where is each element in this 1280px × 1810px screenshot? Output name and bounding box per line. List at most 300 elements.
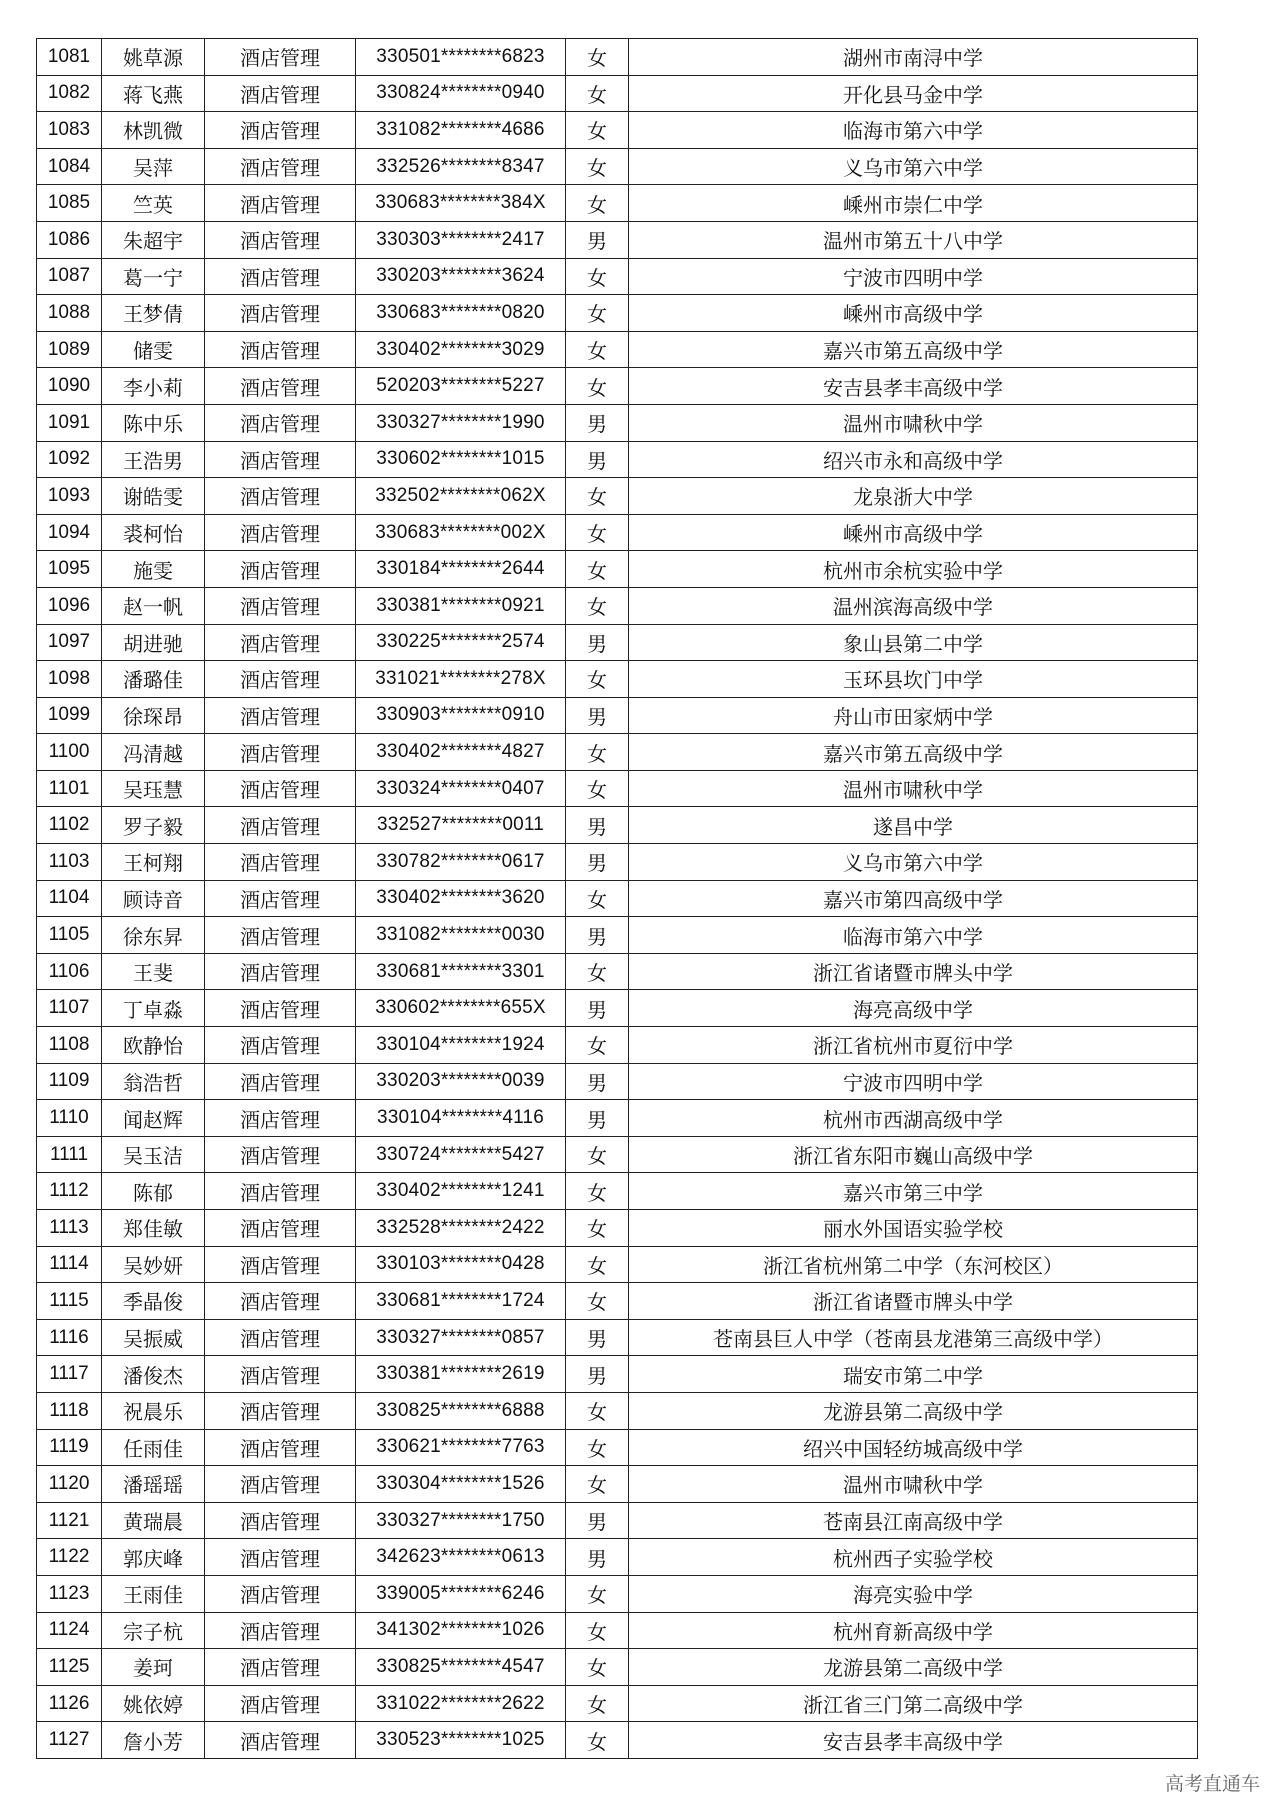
school-name-cell: 浙江省诸暨市牌头中学 (629, 1283, 1198, 1320)
gender-cell: 男 (566, 1356, 629, 1393)
major-cell: 酒店管理 (205, 258, 356, 295)
row-number-cell: 1115 (37, 1283, 102, 1320)
table-row (37, 807, 1198, 844)
student-name-cell: 潘瑶瑶 (102, 1466, 205, 1503)
table-row (37, 1685, 1198, 1722)
school-name-cell: 义乌市第六中学 (629, 148, 1198, 185)
school-name-cell: 绍兴市永和高级中学 (629, 441, 1198, 478)
major-cell: 酒店管理 (205, 1027, 356, 1064)
major-cell: 酒店管理 (205, 1575, 356, 1612)
table-row (37, 587, 1198, 624)
id-number-cell: 330621********7763 (356, 1429, 566, 1466)
major-cell: 酒店管理 (205, 953, 356, 990)
major-cell: 酒店管理 (205, 295, 356, 332)
student-name-cell: 翁浩哲 (102, 1063, 205, 1100)
row-number-cell: 1099 (37, 697, 102, 734)
table-row (37, 697, 1198, 734)
major-cell: 酒店管理 (205, 1319, 356, 1356)
table-row (37, 221, 1198, 258)
id-number-cell: 330402********1241 (356, 1173, 566, 1210)
school-name-cell: 临海市第六中学 (629, 112, 1198, 149)
row-number-cell: 1118 (37, 1392, 102, 1429)
school-name-cell: 温州市啸秋中学 (629, 404, 1198, 441)
row-number-cell: 1119 (37, 1429, 102, 1466)
gender-cell: 女 (566, 1210, 629, 1247)
row-number-cell: 1100 (37, 734, 102, 771)
gender-cell: 女 (566, 770, 629, 807)
gender-cell: 女 (566, 1685, 629, 1722)
student-name-cell: 裘柯怡 (102, 514, 205, 551)
row-number-cell: 1106 (37, 953, 102, 990)
student-name-cell: 任雨佳 (102, 1429, 205, 1466)
watermark-text: 高考直通车 (1164, 1773, 1260, 1795)
table-row (37, 1356, 1198, 1393)
major-cell: 酒店管理 (205, 185, 356, 222)
school-name-cell: 龙泉浙大中学 (629, 478, 1198, 515)
major-cell: 酒店管理 (205, 331, 356, 368)
id-number-cell: 520203********5227 (356, 368, 566, 405)
major-cell: 酒店管理 (205, 1136, 356, 1173)
table-row (37, 1136, 1198, 1173)
id-number-cell: 330327********0857 (356, 1319, 566, 1356)
school-name-cell: 安吉县孝丰高级中学 (629, 1722, 1198, 1759)
row-number-cell: 1086 (37, 221, 102, 258)
school-name-cell: 宁波市四明中学 (629, 258, 1198, 295)
table-row (37, 1575, 1198, 1612)
table-row (37, 1392, 1198, 1429)
gender-cell: 女 (566, 1173, 629, 1210)
row-number-cell: 1101 (37, 770, 102, 807)
gender-cell: 女 (566, 880, 629, 917)
row-number-cell: 1083 (37, 112, 102, 149)
school-name-cell: 丽水外国语实验学校 (629, 1210, 1198, 1247)
school-name-cell: 安吉县孝丰高级中学 (629, 368, 1198, 405)
row-number-cell: 1090 (37, 368, 102, 405)
student-name-cell: 王雨佳 (102, 1575, 205, 1612)
major-cell: 酒店管理 (205, 917, 356, 954)
row-number-cell: 1109 (37, 1063, 102, 1100)
gender-cell: 女 (566, 258, 629, 295)
major-cell: 酒店管理 (205, 1173, 356, 1210)
id-number-cell: 330681********3301 (356, 953, 566, 990)
major-cell: 酒店管理 (205, 587, 356, 624)
id-number-cell: 330304********1526 (356, 1466, 566, 1503)
table-body (37, 39, 1198, 1759)
student-name-cell: 徐琛昂 (102, 697, 205, 734)
row-number-cell: 1112 (37, 1173, 102, 1210)
school-name-cell: 温州市啸秋中学 (629, 1466, 1198, 1503)
table-row (37, 1429, 1198, 1466)
school-name-cell: 义乌市第六中学 (629, 844, 1198, 881)
gender-cell: 男 (566, 1319, 629, 1356)
gender-cell: 女 (566, 1649, 629, 1686)
school-name-cell: 苍南县巨人中学（苍南县龙港第三高级中学） (629, 1319, 1198, 1356)
gender-cell: 女 (566, 587, 629, 624)
table-row (37, 1100, 1198, 1137)
school-name-cell: 杭州市西湖高级中学 (629, 1100, 1198, 1137)
table-row (37, 734, 1198, 771)
gender-cell: 女 (566, 1575, 629, 1612)
table-row (37, 478, 1198, 515)
school-name-cell: 龙游县第二高级中学 (629, 1392, 1198, 1429)
major-cell: 酒店管理 (205, 75, 356, 112)
school-name-cell: 嘉兴市第五高级中学 (629, 734, 1198, 771)
id-number-cell: 331082********4686 (356, 112, 566, 149)
table-row (37, 295, 1198, 332)
id-number-cell: 330327********1990 (356, 404, 566, 441)
admission-list-sheet (36, 38, 1198, 1759)
row-number-cell: 1087 (37, 258, 102, 295)
student-name-cell: 赵一帆 (102, 587, 205, 624)
student-name-cell: 王浩男 (102, 441, 205, 478)
major-cell: 酒店管理 (205, 807, 356, 844)
id-number-cell: 330724********5427 (356, 1136, 566, 1173)
student-name-cell: 吴振威 (102, 1319, 205, 1356)
gender-cell: 男 (566, 917, 629, 954)
major-cell: 酒店管理 (205, 1466, 356, 1503)
major-cell: 酒店管理 (205, 221, 356, 258)
gender-cell: 男 (566, 1100, 629, 1137)
school-name-cell: 温州市第五十八中学 (629, 221, 1198, 258)
student-name-cell: 吴萍 (102, 148, 205, 185)
id-number-cell: 332502********062X (356, 478, 566, 515)
student-name-cell: 李小莉 (102, 368, 205, 405)
gender-cell: 女 (566, 1283, 629, 1320)
id-number-cell: 342623********0613 (356, 1539, 566, 1576)
table-row (37, 1283, 1198, 1320)
student-name-cell: 蒋飞燕 (102, 75, 205, 112)
id-number-cell: 332526********8347 (356, 148, 566, 185)
table-row (37, 368, 1198, 405)
row-number-cell: 1123 (37, 1575, 102, 1612)
id-number-cell: 330402********3620 (356, 880, 566, 917)
student-name-cell: 顾诗音 (102, 880, 205, 917)
gender-cell: 男 (566, 221, 629, 258)
gender-cell: 女 (566, 1722, 629, 1759)
table-row (37, 514, 1198, 551)
gender-cell: 女 (566, 1466, 629, 1503)
major-cell: 酒店管理 (205, 1100, 356, 1137)
student-name-cell: 王梦倩 (102, 295, 205, 332)
row-number-cell: 1113 (37, 1210, 102, 1247)
student-name-cell: 姚草源 (102, 39, 205, 76)
id-number-cell: 330381********0921 (356, 587, 566, 624)
table-row (37, 1722, 1198, 1759)
student-name-cell: 吴妙妍 (102, 1246, 205, 1283)
id-number-cell: 330104********4116 (356, 1100, 566, 1137)
student-name-cell: 胡进驰 (102, 624, 205, 661)
major-cell: 酒店管理 (205, 1063, 356, 1100)
school-name-cell: 杭州育新高级中学 (629, 1612, 1198, 1649)
id-number-cell: 330104********1924 (356, 1027, 566, 1064)
student-name-cell: 冯清越 (102, 734, 205, 771)
row-number-cell: 1111 (37, 1136, 102, 1173)
row-number-cell: 1091 (37, 404, 102, 441)
id-number-cell: 330782********0617 (356, 844, 566, 881)
student-name-cell: 王柯翔 (102, 844, 205, 881)
student-name-cell: 潘璐佳 (102, 661, 205, 698)
school-name-cell: 浙江省三门第二高级中学 (629, 1685, 1198, 1722)
school-name-cell: 遂昌中学 (629, 807, 1198, 844)
id-number-cell: 330825********4547 (356, 1649, 566, 1686)
table-row (37, 1246, 1198, 1283)
id-number-cell: 330103********0428 (356, 1246, 566, 1283)
row-number-cell: 1121 (37, 1502, 102, 1539)
id-number-cell: 330825********6888 (356, 1392, 566, 1429)
major-cell: 酒店管理 (205, 1539, 356, 1576)
major-cell: 酒店管理 (205, 551, 356, 588)
school-name-cell: 龙游县第二高级中学 (629, 1649, 1198, 1686)
gender-cell: 女 (566, 331, 629, 368)
row-number-cell: 1089 (37, 331, 102, 368)
gender-cell: 男 (566, 1063, 629, 1100)
row-number-cell: 1104 (37, 880, 102, 917)
student-name-cell: 姜珂 (102, 1649, 205, 1686)
row-number-cell: 1124 (37, 1612, 102, 1649)
gender-cell: 女 (566, 1612, 629, 1649)
table-row (37, 1466, 1198, 1503)
student-name-cell: 吴珏慧 (102, 770, 205, 807)
school-name-cell: 嘉兴市第五高级中学 (629, 331, 1198, 368)
major-cell: 酒店管理 (205, 1649, 356, 1686)
school-name-cell: 苍南县江南高级中学 (629, 1502, 1198, 1539)
major-cell: 酒店管理 (205, 368, 356, 405)
major-cell: 酒店管理 (205, 1392, 356, 1429)
id-number-cell: 332527********0011 (356, 807, 566, 844)
table-row (37, 258, 1198, 295)
student-name-cell: 郭庆峰 (102, 1539, 205, 1576)
school-name-cell: 宁波市四明中学 (629, 1063, 1198, 1100)
school-name-cell: 浙江省杭州第二中学（东河校区） (629, 1246, 1198, 1283)
gender-cell: 女 (566, 661, 629, 698)
student-name-cell: 郑佳敏 (102, 1210, 205, 1247)
major-cell: 酒店管理 (205, 1210, 356, 1247)
id-number-cell: 330683********0820 (356, 295, 566, 332)
table-row (37, 185, 1198, 222)
row-number-cell: 1082 (37, 75, 102, 112)
row-number-cell: 1125 (37, 1649, 102, 1686)
student-name-cell: 欧静怡 (102, 1027, 205, 1064)
table-row (37, 39, 1198, 76)
student-name-cell: 葛一宁 (102, 258, 205, 295)
row-number-cell: 1108 (37, 1027, 102, 1064)
admission-table (36, 38, 1198, 1759)
gender-cell: 男 (566, 1539, 629, 1576)
major-cell: 酒店管理 (205, 1356, 356, 1393)
row-number-cell: 1093 (37, 478, 102, 515)
gender-cell: 女 (566, 185, 629, 222)
gender-cell: 男 (566, 441, 629, 478)
table-row (37, 148, 1198, 185)
gender-cell: 女 (566, 112, 629, 149)
table-row (37, 404, 1198, 441)
major-cell: 酒店管理 (205, 697, 356, 734)
school-name-cell: 海亮高级中学 (629, 990, 1198, 1027)
major-cell: 酒店管理 (205, 1722, 356, 1759)
student-name-cell: 谢皓雯 (102, 478, 205, 515)
student-name-cell: 施雯 (102, 551, 205, 588)
student-name-cell: 潘俊杰 (102, 1356, 205, 1393)
table-row (37, 112, 1198, 149)
school-name-cell: 浙江省诸暨市牌头中学 (629, 953, 1198, 990)
gender-cell: 男 (566, 1502, 629, 1539)
table-row (37, 1210, 1198, 1247)
table-row (37, 1502, 1198, 1539)
student-name-cell: 吴玉洁 (102, 1136, 205, 1173)
school-name-cell: 嘉兴市第四高级中学 (629, 880, 1198, 917)
school-name-cell: 嘉兴市第三中学 (629, 1173, 1198, 1210)
gender-cell: 女 (566, 368, 629, 405)
row-number-cell: 1110 (37, 1100, 102, 1137)
student-name-cell: 詹小芳 (102, 1722, 205, 1759)
school-name-cell: 开化县马金中学 (629, 75, 1198, 112)
major-cell: 酒店管理 (205, 514, 356, 551)
row-number-cell: 1085 (37, 185, 102, 222)
student-name-cell: 罗子毅 (102, 807, 205, 844)
gender-cell: 女 (566, 75, 629, 112)
gender-cell: 女 (566, 148, 629, 185)
table-row (37, 1063, 1198, 1100)
id-number-cell: 330303********2417 (356, 221, 566, 258)
table-row (37, 1173, 1198, 1210)
row-number-cell: 1081 (37, 39, 102, 76)
student-name-cell: 宗子杭 (102, 1612, 205, 1649)
major-cell: 酒店管理 (205, 661, 356, 698)
major-cell: 酒店管理 (205, 844, 356, 881)
major-cell: 酒店管理 (205, 734, 356, 771)
major-cell: 酒店管理 (205, 624, 356, 661)
gender-cell: 女 (566, 1027, 629, 1064)
student-name-cell: 徐东昇 (102, 917, 205, 954)
school-name-cell: 杭州市余杭实验中学 (629, 551, 1198, 588)
row-number-cell: 1116 (37, 1319, 102, 1356)
id-number-cell: 330683********002X (356, 514, 566, 551)
table-row (37, 331, 1198, 368)
row-number-cell: 1092 (37, 441, 102, 478)
major-cell: 酒店管理 (205, 1246, 356, 1283)
gender-cell: 女 (566, 1246, 629, 1283)
id-number-cell: 331022********2622 (356, 1685, 566, 1722)
id-number-cell: 331021********278X (356, 661, 566, 698)
gender-cell: 女 (566, 1429, 629, 1466)
school-name-cell: 玉环县坎门中学 (629, 661, 1198, 698)
table-row (37, 661, 1198, 698)
id-number-cell: 330203********3624 (356, 258, 566, 295)
row-number-cell: 1126 (37, 1685, 102, 1722)
gender-cell: 女 (566, 1392, 629, 1429)
table-row (37, 880, 1198, 917)
major-cell: 酒店管理 (205, 770, 356, 807)
school-name-cell: 临海市第六中学 (629, 917, 1198, 954)
id-number-cell: 330903********0910 (356, 697, 566, 734)
school-name-cell: 象山县第二中学 (629, 624, 1198, 661)
major-cell: 酒店管理 (205, 112, 356, 149)
id-number-cell: 341302********1026 (356, 1612, 566, 1649)
student-name-cell: 陈郁 (102, 1173, 205, 1210)
gender-cell: 男 (566, 404, 629, 441)
major-cell: 酒店管理 (205, 39, 356, 76)
gender-cell: 女 (566, 953, 629, 990)
school-name-cell: 浙江省杭州市夏衍中学 (629, 1027, 1198, 1064)
school-name-cell: 嵊州市高级中学 (629, 295, 1198, 332)
student-name-cell: 祝晨乐 (102, 1392, 205, 1429)
row-number-cell: 1107 (37, 990, 102, 1027)
id-number-cell: 330402********3029 (356, 331, 566, 368)
table-row (37, 844, 1198, 881)
row-number-cell: 1088 (37, 295, 102, 332)
school-name-cell: 浙江省东阳市巍山高级中学 (629, 1136, 1198, 1173)
student-name-cell: 林凯微 (102, 112, 205, 149)
major-cell: 酒店管理 (205, 441, 356, 478)
id-number-cell: 330381********2619 (356, 1356, 566, 1393)
id-number-cell: 330327********1750 (356, 1502, 566, 1539)
school-name-cell: 海亮实验中学 (629, 1575, 1198, 1612)
gender-cell: 女 (566, 1136, 629, 1173)
school-name-cell: 湖州市南浔中学 (629, 39, 1198, 76)
major-cell: 酒店管理 (205, 1283, 356, 1320)
row-number-cell: 1095 (37, 551, 102, 588)
major-cell: 酒店管理 (205, 880, 356, 917)
id-number-cell: 330203********0039 (356, 1063, 566, 1100)
major-cell: 酒店管理 (205, 148, 356, 185)
id-number-cell: 330824********0940 (356, 75, 566, 112)
table-row (37, 441, 1198, 478)
gender-cell: 女 (566, 551, 629, 588)
major-cell: 酒店管理 (205, 1612, 356, 1649)
row-number-cell: 1120 (37, 1466, 102, 1503)
gender-cell: 男 (566, 844, 629, 881)
id-number-cell: 330225********2574 (356, 624, 566, 661)
id-number-cell: 330402********4827 (356, 734, 566, 771)
row-number-cell: 1114 (37, 1246, 102, 1283)
school-name-cell: 温州市啸秋中学 (629, 770, 1198, 807)
row-number-cell: 1122 (37, 1539, 102, 1576)
id-number-cell: 330184********2644 (356, 551, 566, 588)
id-number-cell: 332528********2422 (356, 1210, 566, 1247)
student-name-cell: 季晶俊 (102, 1283, 205, 1320)
student-name-cell: 闻赵辉 (102, 1100, 205, 1137)
table-row (37, 917, 1198, 954)
school-name-cell: 嵊州市崇仁中学 (629, 185, 1198, 222)
row-number-cell: 1098 (37, 661, 102, 698)
school-name-cell: 杭州西子实验学校 (629, 1539, 1198, 1576)
table-row (37, 1027, 1198, 1064)
gender-cell: 女 (566, 39, 629, 76)
gender-cell: 男 (566, 990, 629, 1027)
gender-cell: 男 (566, 624, 629, 661)
student-name-cell: 黄瑞晨 (102, 1502, 205, 1539)
major-cell: 酒店管理 (205, 404, 356, 441)
table-row (37, 990, 1198, 1027)
student-name-cell: 竺英 (102, 185, 205, 222)
row-number-cell: 1105 (37, 917, 102, 954)
row-number-cell: 1084 (37, 148, 102, 185)
table-row (37, 953, 1198, 990)
gender-cell: 女 (566, 734, 629, 771)
gender-cell: 男 (566, 807, 629, 844)
student-name-cell: 姚依婷 (102, 1685, 205, 1722)
school-name-cell: 舟山市田家炳中学 (629, 697, 1198, 734)
row-number-cell: 1127 (37, 1722, 102, 1759)
gender-cell: 女 (566, 478, 629, 515)
id-number-cell: 330602********1015 (356, 441, 566, 478)
table-row (37, 1539, 1198, 1576)
table-row (37, 1649, 1198, 1686)
table-row (37, 1612, 1198, 1649)
table-row (37, 770, 1198, 807)
row-number-cell: 1096 (37, 587, 102, 624)
major-cell: 酒店管理 (205, 478, 356, 515)
